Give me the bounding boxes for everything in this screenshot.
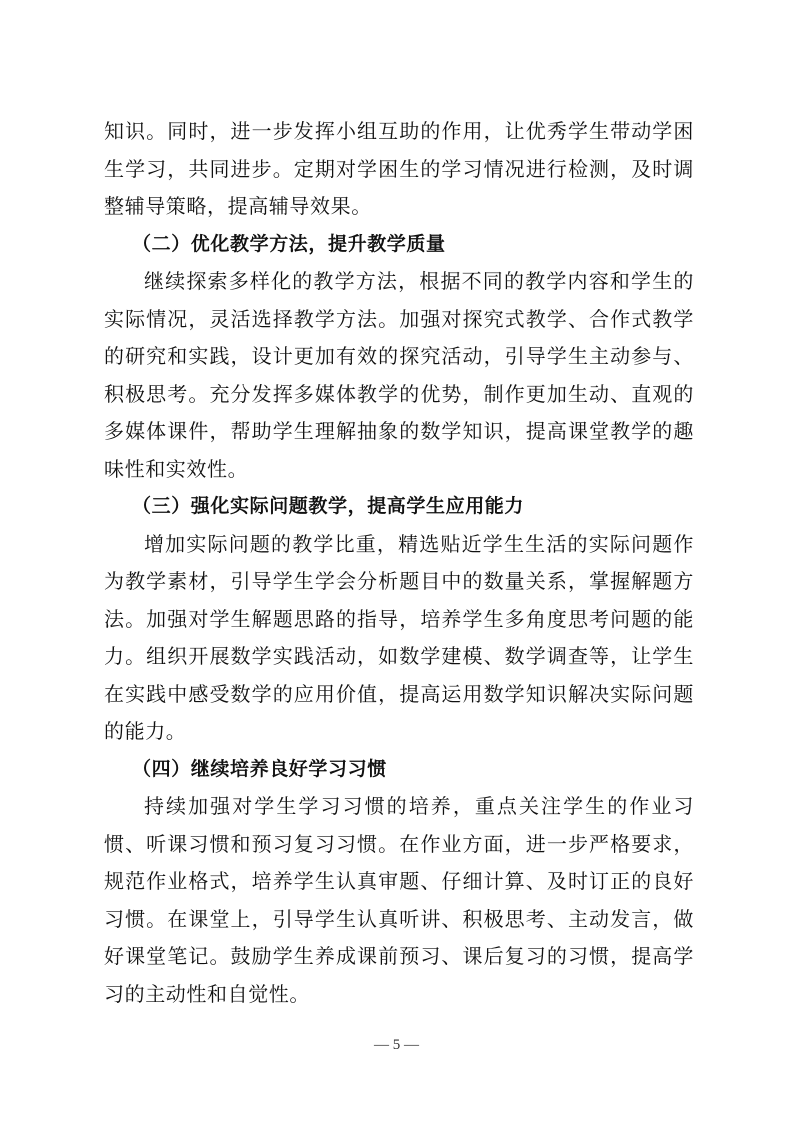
section-paragraph-3: 增加实际问题的教学比重，精选贴近学生生活的实际问题作为教学素材，引导学生学会分析题目中的数量关系，掌握解题方法。加强对学生解题思路的指导，培养学生多角度思考问题的能力。组织开展数学实践活动，如数学建模、数学调查等，让学生在实践中感受数学的应用价值，提高运用数学知识解决实际问题的能力。 bbox=[104, 531, 694, 743]
section-paragraph-4: 持续加强对学生学习习惯的培养，重点关注学生的作业习惯、听课习惯和预习复习习惯。在作业方面，进一步严格要求，规范作业格式，培养学生认真审题、仔细计算、及时订正的良好习惯。在课堂上，引导学生认真听讲、积极思考、主动发言，做好课堂笔记。鼓励学生养成课前预习、课后复习的习惯，提高学习的主动性和自觉性。 bbox=[104, 794, 694, 1006]
section-heading-4: （四）继续培养良好学习习惯 bbox=[132, 757, 387, 780]
document-body bbox=[104, 113, 694, 1013]
section-paragraph-2: 继续探索多样化的教学方法，根据不同的教学内容和学生的实际情况，灵活选择教学方法。加强对探究式教学、合作式教学的研究和实践，设计更加有效的探究活动，引导学生主动参与、积极思考。充分发挥多媒体教学的优势，制作更加生动、直观的多媒体课件，帮助学生理解抽象的数学知识，提高课堂教学的趣味性和实效性。 bbox=[104, 269, 694, 481]
intro-paragraph: 知识。同时，进一步发挥小组互助的作用，让优秀学生带动学困生学习，共同进步。定期对学困生的学习情况进行检测，及时调整辅导策略，提高辅导效果。 bbox=[104, 119, 694, 218]
page-number: — 5 — bbox=[374, 1037, 419, 1053]
section-heading-3: （三）强化实际问题教学，提高学生应用能力 bbox=[132, 495, 525, 517]
section-heading-2: （二）优化教学方法，提升教学质量 bbox=[132, 232, 446, 255]
